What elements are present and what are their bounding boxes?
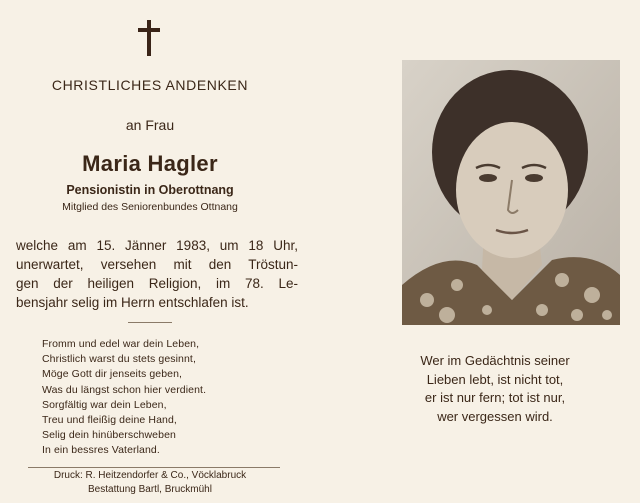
quote-line: er ist nur fern; tot ist nur,: [424, 390, 566, 405]
text-line: gen der heiligen Religion, im 78. Le-: [16, 276, 298, 291]
poem-line: Treu und fleißig deine Hand,: [42, 414, 177, 427]
memorial-quote: [386, 352, 604, 426]
cross-icon: [138, 20, 160, 56]
poem: [42, 337, 282, 459]
poem-line: Selig dein hinüberschweben: [42, 429, 176, 442]
imprint-line: Druck: R. Heitzendorfer & Co., Vöcklabruck: [53, 470, 247, 481]
poem-line: In ein bessres Vaterland.: [42, 444, 160, 457]
obituary-text: [16, 236, 298, 312]
membership-line: Mitglied des Seniorenbundes Ottnang: [62, 201, 238, 213]
text-line: bensjahr selig im Herrn entschlafen ist.: [16, 295, 249, 310]
quote-line: Lieben lebt, ist nicht tot,: [426, 371, 564, 387]
divider: [28, 467, 280, 468]
deceased-name: Maria Hagler: [82, 151, 218, 176]
poem-line: Möge Gott dir jenseits geben,: [42, 368, 183, 381]
poem-line: Sorgfältig war dein Leben,: [42, 398, 167, 411]
imprint: [0, 469, 300, 497]
deceased-title: Pensionistin in Oberottnang: [66, 183, 234, 197]
poem-line: Christlich warst du stets gesinnt,: [42, 353, 196, 366]
quote-line: wer vergessen wird.: [437, 408, 553, 424]
divider: [128, 322, 172, 323]
card-heading: CHRISTLICHES ANDENKEN: [51, 77, 249, 93]
poem-line: Fromm und edel war dein Leben,: [42, 338, 200, 350]
poem-line: Was du längst schon hier verdient.: [42, 383, 207, 396]
salutation: an Frau: [125, 117, 175, 133]
text-line: welche am 15. Jänner 1983, um 18 Uhr,: [16, 238, 298, 253]
portrait-photo: [402, 60, 620, 325]
text-line: unerwartet, versehen mit den Tröstun-: [16, 257, 298, 272]
imprint-line: Bestattung Bartl, Bruckmühl: [88, 484, 212, 495]
quote-line: Wer im Gedächtnis seiner: [420, 353, 570, 368]
